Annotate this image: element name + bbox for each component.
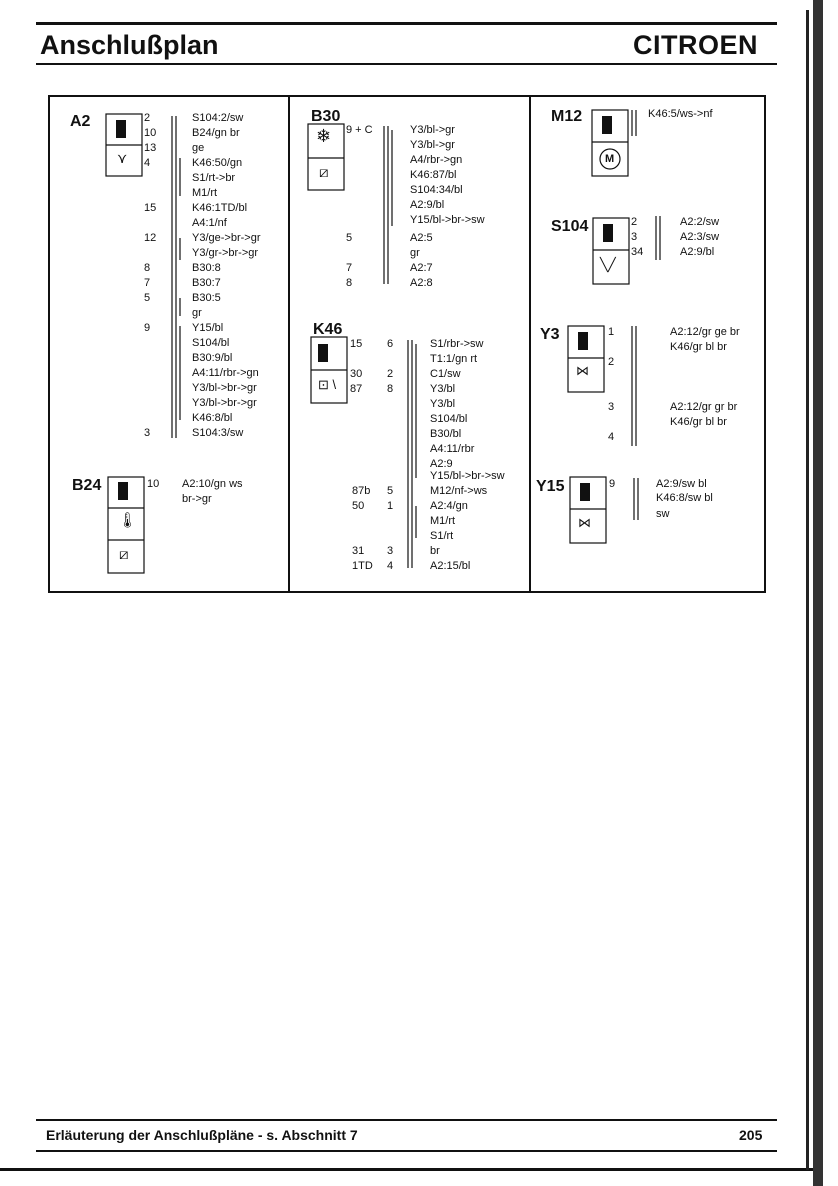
pin-label: 9 + C xyxy=(346,124,373,136)
pin-label: 5 xyxy=(387,485,394,497)
wire-label: K46:87/bl xyxy=(410,169,457,181)
wire-label: A2:15/bl xyxy=(430,560,471,572)
pin-label: 6 xyxy=(387,338,394,350)
terminal-label: 87b xyxy=(352,485,371,497)
wire-label: B30:7 xyxy=(192,277,221,289)
component-label-a2: A2 xyxy=(70,113,91,130)
component-label-y3: Y3 xyxy=(540,326,560,343)
pin-label: 10 xyxy=(144,127,157,139)
wire-label: Y3/bl->br->gr xyxy=(192,397,257,409)
pin-label: 3 xyxy=(631,231,638,243)
wire-label: S104/bl xyxy=(430,413,468,425)
wire-label: Y3/bl xyxy=(430,383,456,395)
relay-icon: ⊡ \ xyxy=(318,377,337,392)
wire-label: gr xyxy=(410,247,420,259)
socket-label: 87 xyxy=(350,383,363,395)
wire-label: K46:8/sw bl xyxy=(656,492,713,504)
wire-label: K46:50/gn xyxy=(192,157,243,169)
wire-label: Y3/bl xyxy=(430,398,456,410)
component-label-y15: Y15 xyxy=(536,478,565,495)
wire-label: M12/nf->ws xyxy=(430,485,488,497)
footer-rule xyxy=(36,1119,777,1121)
wire-label: A2:9/bl xyxy=(680,246,715,258)
pin-label: 3 xyxy=(387,545,394,557)
pin-label: 4 xyxy=(144,157,151,169)
switch-icon: ╲╱ xyxy=(600,257,616,272)
wire-label: K46:1TD/bl xyxy=(192,202,248,214)
wire-label: B30/bl xyxy=(430,428,462,440)
pin-label: 34 xyxy=(631,246,644,258)
wire-label: A2:3/sw xyxy=(680,231,720,243)
wire-label: S104:3/sw xyxy=(192,427,244,439)
wire-label: A2:9/sw bl xyxy=(656,478,707,490)
wire-label: A2:9 xyxy=(430,458,453,470)
pin-label: 8 xyxy=(144,262,151,274)
wire-label: A4:1/nf xyxy=(192,217,227,229)
pin-label: 7 xyxy=(144,277,151,289)
component-label-k46: K46 xyxy=(313,321,343,338)
fuel-pump-icon xyxy=(108,477,144,508)
pin-label: 1 xyxy=(608,326,615,338)
pin-label: 12 xyxy=(144,232,157,244)
wire-label: A2:10/gn ws xyxy=(182,478,243,490)
terminal-label: 50 xyxy=(352,500,365,512)
pin-label: 10 xyxy=(147,478,160,490)
pin-label: 8 xyxy=(387,383,394,395)
wire-label: K46:5/ws->nf xyxy=(648,108,713,120)
brand-name: CITROEN xyxy=(633,30,758,60)
pin-label: 4 xyxy=(387,560,394,572)
wire-label: S104:2/sw xyxy=(192,112,244,124)
wire-label: S1/rt->br xyxy=(192,172,236,184)
wire-label: ge xyxy=(192,142,205,154)
resistor-icon: ⧄ xyxy=(319,164,329,181)
wire-label: B24/gn br xyxy=(192,127,240,139)
wire-label: K46:8/bl xyxy=(192,412,233,424)
wire-label: S1/rbr->sw xyxy=(430,338,484,350)
binding-edge xyxy=(813,0,823,1186)
page-number: 205 xyxy=(739,1127,763,1143)
component-label-b24: B24 xyxy=(72,477,102,494)
wire-label: A2:12/gr gr br xyxy=(670,401,738,413)
page-edge xyxy=(806,10,809,1170)
wire-label: A4:11/rbr->gn xyxy=(192,367,259,379)
wire-label: Y3/bl->gr xyxy=(410,124,455,136)
pin-label: 3 xyxy=(608,401,615,413)
wire-label: A2:2/sw xyxy=(680,216,720,228)
temperature-icon: 🌡 xyxy=(118,512,138,529)
wire-label: sw xyxy=(656,508,670,520)
component-label-b30: B30 xyxy=(311,108,341,125)
wire-label: A2:7 xyxy=(410,262,433,274)
component-label-m12: M12 xyxy=(551,108,583,125)
wire-label: A2:4/gn xyxy=(430,500,468,512)
wire-label: br xyxy=(430,545,440,557)
pin-label: 2 xyxy=(387,368,394,380)
wire-label: A2:5 xyxy=(410,232,433,244)
pin-label: 2 xyxy=(631,216,638,228)
pin-label: 8 xyxy=(346,277,353,289)
wire-label: K46/gr bl br xyxy=(670,416,727,428)
wire-label: A2:9/bl xyxy=(410,199,445,211)
snowflake-icon: ❄ xyxy=(316,126,332,146)
terminal-label: 1TD xyxy=(352,560,373,572)
wire-label: C1/sw xyxy=(430,368,461,380)
wire-label: A2:8 xyxy=(410,277,433,289)
motor-icon: M xyxy=(605,153,615,165)
pin-label: 13 xyxy=(144,142,157,154)
wire-label: Y15/bl->br->sw xyxy=(410,214,485,226)
socket-label: 30 xyxy=(350,368,363,380)
resistor-icon: ⧄ xyxy=(119,546,129,563)
valve-icon: ⋈ xyxy=(576,363,589,378)
wire-label: Y3/ge->br->gr xyxy=(192,232,261,244)
wire-label: S104:34/bl xyxy=(410,184,463,196)
wire-label: Y15/bl->br->sw xyxy=(430,470,505,482)
valve-icon: ⋈ xyxy=(578,515,591,530)
wire-label: A2:12/gr ge br xyxy=(670,326,740,338)
pin-label: 5 xyxy=(346,232,353,244)
wire-label: B30:8 xyxy=(192,262,221,274)
pin-label: 4 xyxy=(608,431,615,443)
pin-label: 3 xyxy=(144,427,151,439)
footer-note: Erläuterung der Anschlußpläne - s. Abschnitt 7 xyxy=(46,1127,358,1143)
socket-label: 15 xyxy=(350,338,363,350)
wire-label: A4/rbr->gn xyxy=(410,154,463,166)
wire-label: A4:11/rbr xyxy=(430,443,475,455)
wire-label: gr xyxy=(192,307,202,319)
pin-label: 7 xyxy=(346,262,353,274)
wire-label: S104/bl xyxy=(192,337,230,349)
pin-label: 9 xyxy=(144,322,151,334)
wire-label: M1/rt xyxy=(192,187,218,199)
wire-label: Y3/bl->gr xyxy=(410,139,455,151)
pin-label: 2 xyxy=(144,112,151,124)
component-label-s104: S104 xyxy=(551,218,589,235)
wire-label: T1:1/gn rt xyxy=(430,353,478,365)
wire-label: B30:9/bl xyxy=(192,352,233,364)
wire-label: M1/rt xyxy=(430,515,456,527)
injector-icon: ⋎ xyxy=(117,150,128,166)
page-bottom-edge xyxy=(0,1168,823,1171)
wire-label: Y3/gr->br->gr xyxy=(192,247,259,259)
wire-label: Y15/bl xyxy=(192,322,224,334)
wire-label: K46/gr bl br xyxy=(670,341,727,353)
pin-label: 15 xyxy=(144,202,157,214)
terminal-label: 31 xyxy=(352,545,365,557)
footer-rule-bottom xyxy=(36,1150,777,1152)
pin-label: 9 xyxy=(609,478,616,490)
wire-label: br->gr xyxy=(182,493,212,505)
pin-label: 2 xyxy=(608,356,615,368)
wire-label: B30:5 xyxy=(192,292,221,304)
fuel-pump-icon xyxy=(106,114,142,145)
page-title: Anschlußplan xyxy=(40,30,219,60)
pin-label: 1 xyxy=(387,500,394,512)
pin-label: 5 xyxy=(144,292,151,304)
wire-label: S1/rt xyxy=(430,530,454,542)
wire-label: Y3/bl->br->gr xyxy=(192,382,257,394)
